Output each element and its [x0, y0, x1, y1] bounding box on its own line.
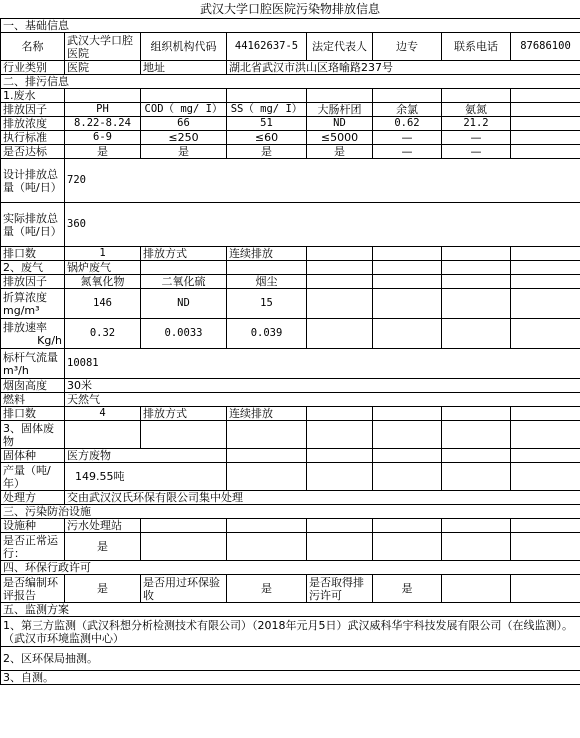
legal-rep-label: 法定代表人	[307, 33, 373, 61]
solid-output-value: 149.55吨	[65, 463, 227, 491]
address-label: 地址	[141, 61, 227, 75]
phone-label: 联系电话	[442, 33, 511, 61]
org-code-value: 44162637-5	[227, 33, 307, 61]
water-ok-value: 是	[307, 145, 373, 159]
water-factor: 大肠杆团	[307, 103, 373, 117]
page-title: 武汉大学口腔医院污染物排放信息	[199, 2, 380, 16]
water-std-value: —	[442, 131, 511, 145]
running-label: 是否正常运行：	[1, 533, 65, 561]
solid-kind-label: 固体种	[1, 449, 65, 463]
water-std-value: ≤5000	[307, 131, 373, 145]
solid-waste-header: 3、固体废物	[1, 421, 65, 449]
water-factor: SS（ mg/ I）	[227, 103, 307, 117]
water-mode-value: 连续排放	[227, 247, 307, 261]
gas-rate-value: 0.0033	[141, 319, 227, 349]
fuel-label: 燃料	[1, 393, 65, 407]
gas-conc-value: ND	[141, 289, 227, 319]
disposal-value: 交由武汉汉氏环保有限公司集中处理	[65, 491, 580, 505]
gas-factor: 氮氧化物	[65, 275, 141, 289]
section-monitoring-plan: 五、监测方案	[1, 603, 580, 617]
legal-rep-value: 边专	[373, 33, 442, 61]
gas-factor-label: 排放因子	[1, 275, 65, 289]
solid-output-label: 产量（吨/年）	[1, 463, 65, 491]
water-conc-value: 0.62	[373, 117, 442, 131]
industry-value: 医院	[65, 61, 141, 75]
gas-conc-value: 146	[65, 289, 141, 319]
monitoring-item-3: 3、自测。	[1, 671, 580, 685]
gas-rate-unit: Kg/h	[37, 333, 62, 347]
design-total-value: 720	[65, 159, 580, 203]
water-ok-value: 是	[227, 145, 307, 159]
running-value: 是	[65, 533, 141, 561]
section-basic-info: 一、基础信息	[1, 19, 580, 33]
water-std-label: 执行标准	[1, 131, 65, 145]
wastewater-header: 1.废水	[1, 89, 65, 103]
actual-total-value: 360	[65, 203, 580, 247]
water-conc-value: 51	[227, 117, 307, 131]
water-factor: COD（ mg/ I）	[141, 103, 227, 117]
emission-info-table	[0, 18, 580, 685]
water-std-value: 6-9	[65, 131, 141, 145]
gas-rate-label-text: 排放速率	[3, 320, 47, 334]
chimney-height-value: 30米	[65, 379, 580, 393]
address-value: 湖北省武汉市洪山区珞喻路237号	[227, 61, 580, 75]
acceptance-value: 是	[227, 575, 307, 603]
gas-conc-label	[1, 289, 65, 319]
water-ok-value: —	[442, 145, 511, 159]
gas-mode-value: 连续排放	[227, 407, 307, 421]
gas-factor: 烟尘	[227, 275, 307, 289]
water-outlets-label: 排口数	[1, 247, 65, 261]
gas-outlets-label: 排口数	[1, 407, 65, 421]
discharge-permit-value: 是	[373, 575, 442, 603]
solid-kind-value: 医方废物	[65, 449, 227, 463]
water-mode-label: 排放方式	[141, 247, 227, 261]
eia-report-label: 是否编制环评报告	[1, 575, 65, 603]
water-factor: PH	[65, 103, 141, 117]
water-ok-value: 是	[141, 145, 227, 159]
fuel-value: 天然气	[65, 393, 580, 407]
waste-gas-header: 2、废气	[1, 261, 65, 275]
design-total-label: 设计排放总量（吨/日）	[1, 159, 65, 203]
water-conc-value: ND	[307, 117, 373, 131]
gas-factor: 二氧化硫	[141, 275, 227, 289]
monitoring-item-2: 2、区环保局抽测。	[1, 647, 580, 671]
gas-mode-label: 排放方式	[141, 407, 227, 421]
monitoring-item-1: 1、第三方监测（武汉科想分析检测技术有限公司）（2018年元月5日）武汉威科华宇科技发展有限公司（在线监测）。（武汉市环境监测中心）	[1, 617, 580, 647]
water-outlets-value: 1	[65, 247, 141, 261]
gas-rate-value: 0.32	[65, 319, 141, 349]
gas-conc-unit: mg/m³	[3, 303, 40, 317]
org-code-label: 组织机构代码	[141, 33, 227, 61]
water-ok-value: —	[373, 145, 442, 159]
gas-rate-label	[1, 319, 65, 349]
disposal-label: 处理方	[1, 491, 65, 505]
facility-value: 污水处理站	[65, 519, 141, 533]
actual-total-label: 实际排放总量（吨/日）	[1, 203, 65, 247]
name-value: 武汉大学口腔医院	[65, 33, 141, 61]
water-factor-label: 排放因子	[1, 103, 65, 117]
water-ok-value: 是	[65, 145, 141, 159]
boiler-gas-label: 锅炉废气	[65, 261, 141, 275]
water-conc-label: 排放浓度	[1, 117, 65, 131]
water-conc-value: 66	[141, 117, 227, 131]
gas-rate-value: 0.039	[227, 319, 307, 349]
water-factor: 氨氮	[442, 103, 511, 117]
gas-conc-value: 15	[227, 289, 307, 319]
eia-report-value: 是	[65, 575, 141, 603]
water-conc-value: 8.22-8.24	[65, 117, 141, 131]
section-env-permits: 四、环保行政许可	[1, 561, 580, 575]
flow-value: 10081	[65, 349, 580, 379]
chimney-height-label: 烟囱高度	[1, 379, 65, 393]
gas-outlets-value: 4	[65, 407, 141, 421]
section-discharge-info: 二、排污信息	[1, 75, 580, 89]
name-label: 名称	[1, 33, 65, 61]
water-factor: 余氯	[373, 103, 442, 117]
flow-label: 标杆气流量m³/h	[1, 349, 65, 379]
water-ok-label: 是否达标	[1, 145, 65, 159]
phone-value: 87686100	[511, 33, 580, 61]
water-conc-value: 21.2	[442, 117, 511, 131]
section-pollution-facilities: 三、污染防治设施	[1, 505, 580, 519]
water-std-value: ≤250	[141, 131, 227, 145]
gas-conc-label-text: 折算浓度	[3, 290, 47, 304]
water-std-value: ≤60	[227, 131, 307, 145]
acceptance-label: 是否用过环保验收	[141, 575, 227, 603]
discharge-permit-label: 是否取得排污许可	[307, 575, 373, 603]
facility-label: 设施种	[1, 519, 65, 533]
industry-label: 行业类别	[1, 61, 65, 75]
water-std-value: —	[373, 131, 442, 145]
